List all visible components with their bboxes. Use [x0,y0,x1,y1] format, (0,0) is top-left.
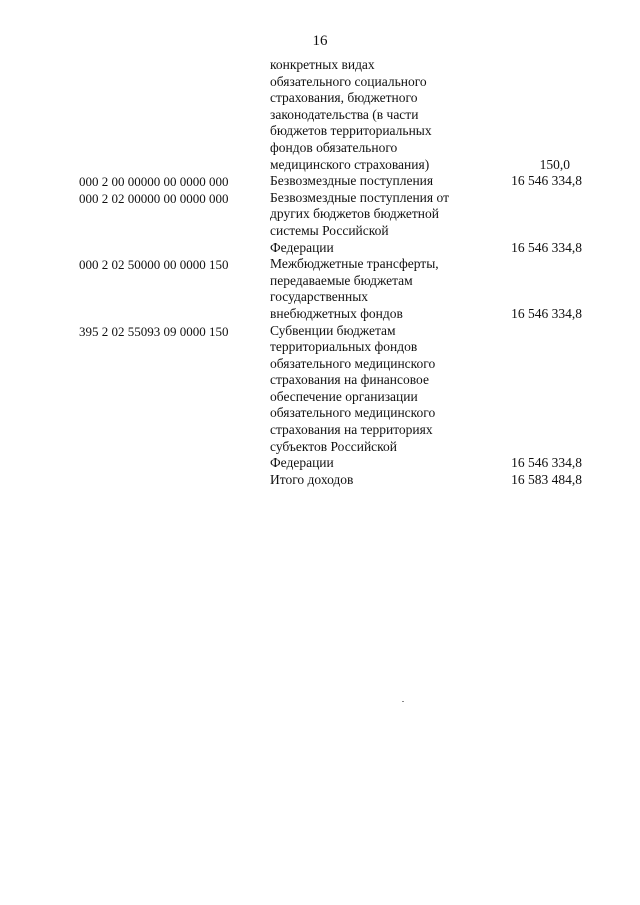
row-name-line: законодательства (в части [270,106,419,122]
row-name-line: Федерации [270,239,334,255]
row-name-line: страхования на финансовое [270,372,429,388]
row-amount: 150,0 [539,156,570,172]
table-row [0,256,640,322]
row-name-line: Безвозмездные поступления от [270,189,449,205]
table-row [0,190,640,256]
total-label: Итого доходов [270,471,354,487]
row-name-line: обязательного медицинского [270,405,436,421]
row-amount: 16 546 334,8 [511,173,582,189]
row-name-line: обязательного медицинского [270,355,436,371]
table-row [0,57,640,173]
row-code: 395 2 02 55093 09 0000 150 [79,323,229,339]
row-name-line: Межбюджетные трансферты, [270,256,439,272]
row-amount: 16 546 334,8 [511,455,582,471]
row-name-line: передаваемые бюджетам [270,272,413,288]
row-name-line: других бюджетов бюджетной [270,206,439,222]
row-code: 000 2 00 00000 00 0000 000 [79,173,229,189]
total-row [0,472,640,489]
row-name-line: бюджетов территориальных [270,123,432,139]
row-name-line: субъектов Российской [270,438,398,454]
row-name-line: Субвенции бюджетам [270,322,396,338]
table-row [0,173,640,190]
row-name-line: государственных [270,289,369,305]
row-name-line: территориальных фондов [270,339,418,355]
row-name-line: обеспечение организации [270,388,418,404]
total-amount: 16 583 484,8 [511,471,582,487]
revenue-table [0,57,640,488]
row-name-line: системы Российской [270,222,389,238]
row-name-line: фондов обязательного [270,139,398,155]
row-name [270,190,500,256]
row-name-line: внебюджетных фондов [270,305,403,321]
row-name-line: обязательного социального [270,73,427,89]
row-name-line: медицинского страхования) [270,156,430,172]
page-number: 16 [312,33,328,49]
row-name-line: страхования, бюджетного [270,90,418,106]
row-name [270,472,500,489]
row-name [270,57,500,173]
row-name [270,256,500,322]
row-name-line: Федерации [270,455,334,471]
row-name [270,323,500,472]
row-code: 000 2 02 00000 00 0000 000 [79,190,229,206]
row-name [270,173,500,190]
row-name-line: Безвозмездные поступления [270,173,434,189]
table-row [0,323,640,472]
row-amount: 16 546 334,8 [511,239,582,255]
row-code: 000 2 02 50000 00 0000 150 [79,257,229,273]
row-name-line: страхования на территориях [270,422,433,438]
row-name-line: конкретных видах [270,57,375,72]
scan-speck [402,701,404,702]
row-amount: 16 546 334,8 [511,305,582,321]
